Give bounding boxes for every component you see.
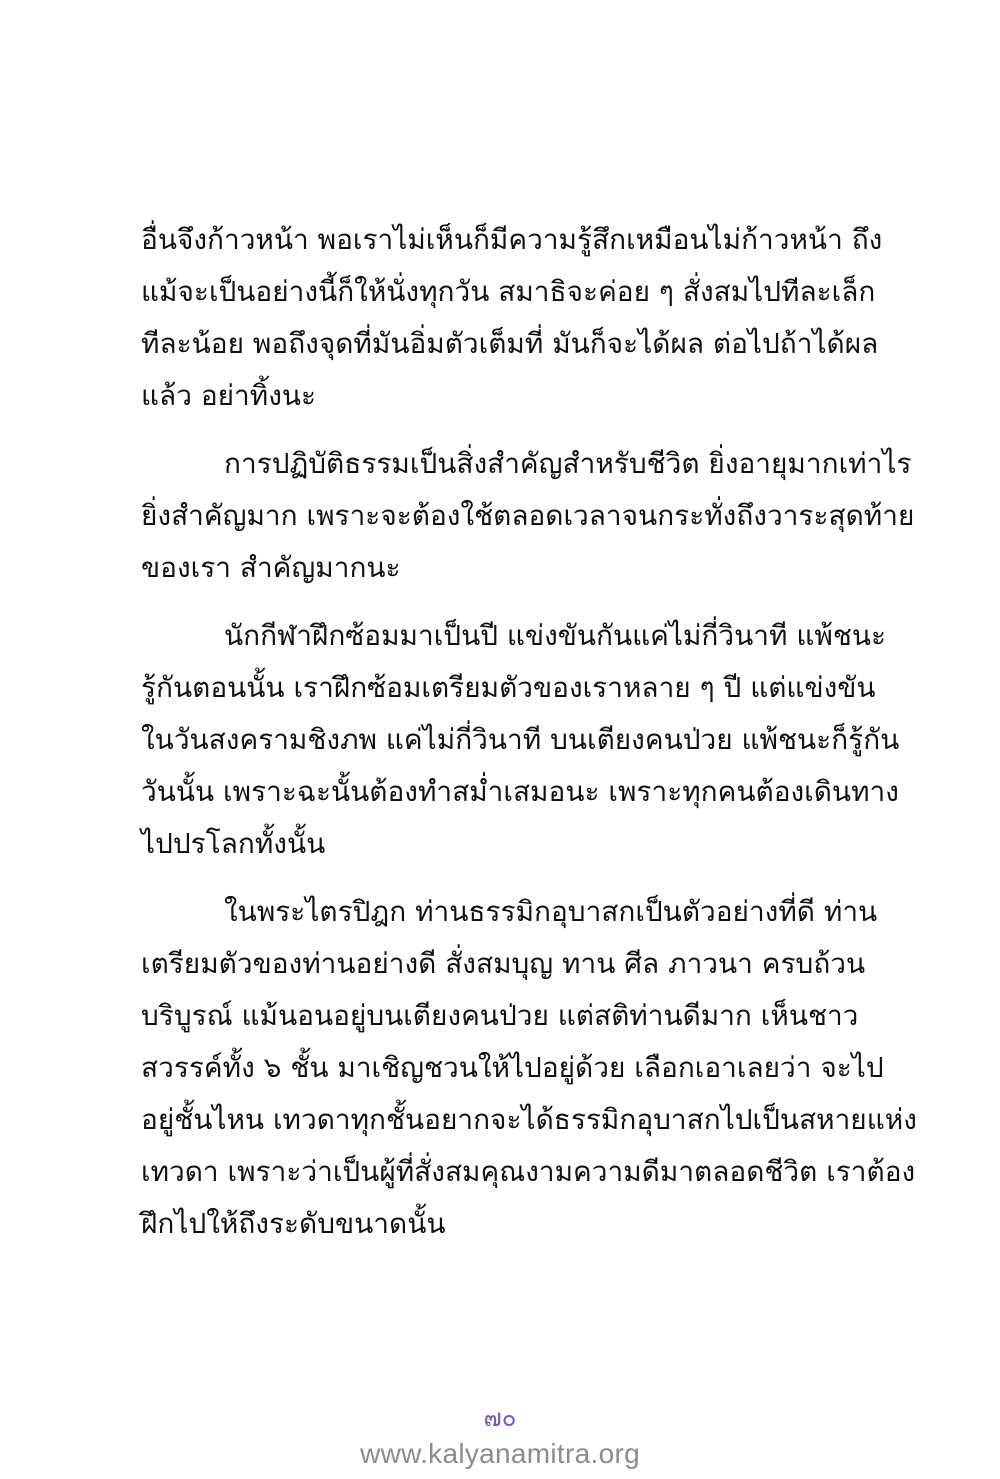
text-line: ทีละน้อย พอถึงจุดที่มันอิ่มตัวเต็มที่ มันก็จะได้ผล ต่อไปถ้าได้ผล bbox=[141, 327, 879, 360]
footer-url: www.kalyanamitra.org bbox=[360, 1438, 640, 1469]
text-line: การปฏิบัติธรรมเป็นสิ่งสำคัญสำหรับชีวิต ยิ่งอายุมากเท่าไร bbox=[224, 447, 912, 480]
paragraph-4 bbox=[141, 886, 917, 1250]
text-line: อื่นจึงก้าวหน้า พอเราไม่เห็นก็มีความรู้สึกเหมือนไม่ก้าวหน้า ถึง bbox=[141, 223, 883, 256]
text-line: แล้ว อย่าทิ้งนะ bbox=[141, 379, 317, 412]
paragraph-1 bbox=[141, 214, 883, 422]
paragraph-2 bbox=[141, 438, 915, 594]
text-line: นักกีฬาฝึกซ้อมมาเป็นปี แข่งขันกันแค่ไม่กี่วินาที แพ้ชนะ bbox=[224, 619, 887, 652]
text-line: อยู่ชั้นไหน เทวดาทุกชั้นอยากจะได้ธรรมิกอุบาสกไปเป็นสหายแห่ง bbox=[141, 1103, 917, 1136]
page-body bbox=[141, 214, 917, 1250]
text-line: บริบูรณ์ แม้นอนอยู่บนเตียงคนป่วย แต่สติท่านดีมาก เห็นชาว bbox=[141, 999, 859, 1032]
text-line: แม้จะเป็นอย่างนี้ก็ให้นั่งทุกวัน สมาธิจะค่อย ๆ สั่งสมไปทีละเล็ก bbox=[141, 275, 876, 308]
text-line: รู้กันตอนนั้น เราฝึกซ้อมเตรียมตัวของเราหลาย ๆ ปี แต่แข่งขัน bbox=[141, 671, 876, 704]
text-line: วันนั้น เพราะฉะนั้นต้องทำสม่ำเสมอนะ เพราะทุกคนต้องเดินทาง bbox=[141, 775, 899, 808]
text-line: ในวันสงครามชิงภพ แค่ไม่กี่วินาที บนเตียงคนป่วย แพ้ชนะก็รู้กัน bbox=[141, 723, 900, 756]
text-line: ยิ่งสำคัญมาก เพราะจะต้องใช้ตลอดเวลาจนกระทั่งถึงวาระสุดท้าย bbox=[141, 499, 915, 532]
text-line: ไปปรโลกทั้งนั้น bbox=[141, 827, 326, 860]
text-line: เตรียมตัวของท่านอย่างดี สั่งสมบุญ ทาน ศีล ภาวนา ครบถ้วน bbox=[141, 947, 866, 980]
text-line: ฝึกไปให้ถึงระดับขนาดนั้น bbox=[141, 1207, 446, 1240]
page-number: ๗๐ bbox=[483, 1404, 517, 1432]
text-line: เทวดา เพราะว่าเป็นผู้ที่สั่งสมคุณงามความดีมาตลอดชีวิต เราต้อง bbox=[141, 1155, 916, 1188]
text-line: ของเรา สำคัญมากนะ bbox=[141, 551, 401, 584]
text-line: สวรรค์ทั้ง ๖ ชั้น มาเชิญชวนให้ไปอยู่ด้วย เลือกเอาเลยว่า จะไป bbox=[141, 1051, 884, 1084]
paragraph-3 bbox=[141, 610, 900, 870]
text-line: ในพระไตรปิฎก ท่านธรรมิกอุบาสกเป็นตัวอย่างที่ดี ท่าน bbox=[224, 895, 878, 928]
